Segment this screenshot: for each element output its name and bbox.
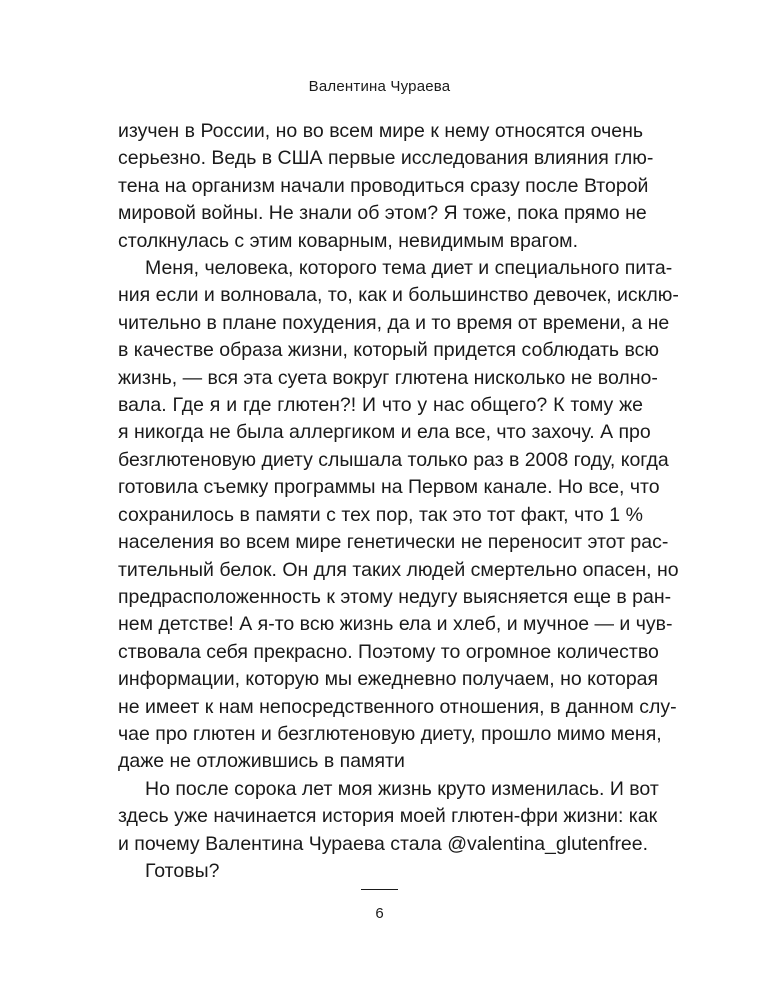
text-line: Готовы?	[145, 859, 220, 882]
text-line: даже не отложившись в памяти	[118, 750, 405, 773]
text-line: нем детстве! А я-то всю жизнь ела и хлеб, и мучное — и чув-	[118, 613, 673, 636]
text-line: жизнь, — вся эта суета вокруг глютена нисколько не волно-	[118, 366, 658, 389]
text-line: чительно в плане похудения, да и то время от времени, а не	[118, 311, 670, 334]
text-line: мировой войны. Не знали об этом? Я тоже, пока прямо не	[118, 202, 647, 225]
paragraph-3	[118, 776, 659, 858]
text-line: сохранилось в памяти с тех пор, так это тот факт, что 1 %	[118, 503, 643, 526]
text-line: Но после сорока лет моя жизнь круто изменилась. И вот	[145, 777, 659, 800]
text-line: информации, которую мы ежедневно получаем, но которая	[118, 668, 659, 691]
text-line: в качестве образа жизни, который придется соблюдать всю	[118, 339, 660, 362]
text-line: изучен в России, но во всем мире к нему относятся очень	[118, 120, 643, 142]
paragraph-4	[118, 858, 643, 885]
text-line: чае про глютен и безглютеновую диету, прошло мимо меня,	[118, 722, 662, 745]
running-title: Валентина Чураева	[308, 78, 451, 95]
page-number: 6	[375, 905, 384, 922]
paragraph-2	[118, 255, 679, 776]
text-line: безглютеновую диету слышала только раз в 2008 году, когда	[118, 448, 669, 471]
text-line: готовила съемку программы на Первом канале. Но все, что	[118, 476, 660, 499]
text-line: вала. Где я и где глютен?! И что у нас общего? К тому же	[118, 394, 643, 417]
text-line: здесь уже начинается история моей глютен-фри жизни: как	[118, 805, 658, 828]
paragraph-1	[118, 118, 654, 255]
text-line: населения во всем мире генетически не переносит этот рас-	[118, 531, 669, 554]
folio-rule	[361, 889, 398, 890]
text-line: и почему Валентина Чураева стала @valentina_glutenfree.	[118, 832, 649, 855]
text-line: тена на организм начали проводиться сразу после Второй	[118, 174, 649, 197]
text-line: не имеет к нам непосредственного отношения, в данном слу-	[118, 695, 677, 718]
text-line: ния если и волновала, то, как и большинство девочек, исклю-	[118, 284, 679, 307]
body-text	[118, 118, 679, 885]
text-line: столкнулась с этим коварным, невидимым врагом.	[118, 229, 579, 252]
text-line: я никогда не была аллергиком и ела все, что захочу. А про	[118, 421, 651, 444]
text-line: Меня, человека, которого тема диет и специального пита-	[145, 257, 673, 280]
text-line: тительный белок. Он для таких людей смертельно опасен, но	[118, 558, 679, 581]
text-line: предрасположенность к этому недугу выясняется еще в ран-	[118, 585, 672, 608]
text-line: ствовала себя прекрасно. Поэтому то огромное количество	[118, 640, 659, 663]
text-line: серьезно. Ведь в США первые исследования влияния глю-	[118, 147, 654, 170]
